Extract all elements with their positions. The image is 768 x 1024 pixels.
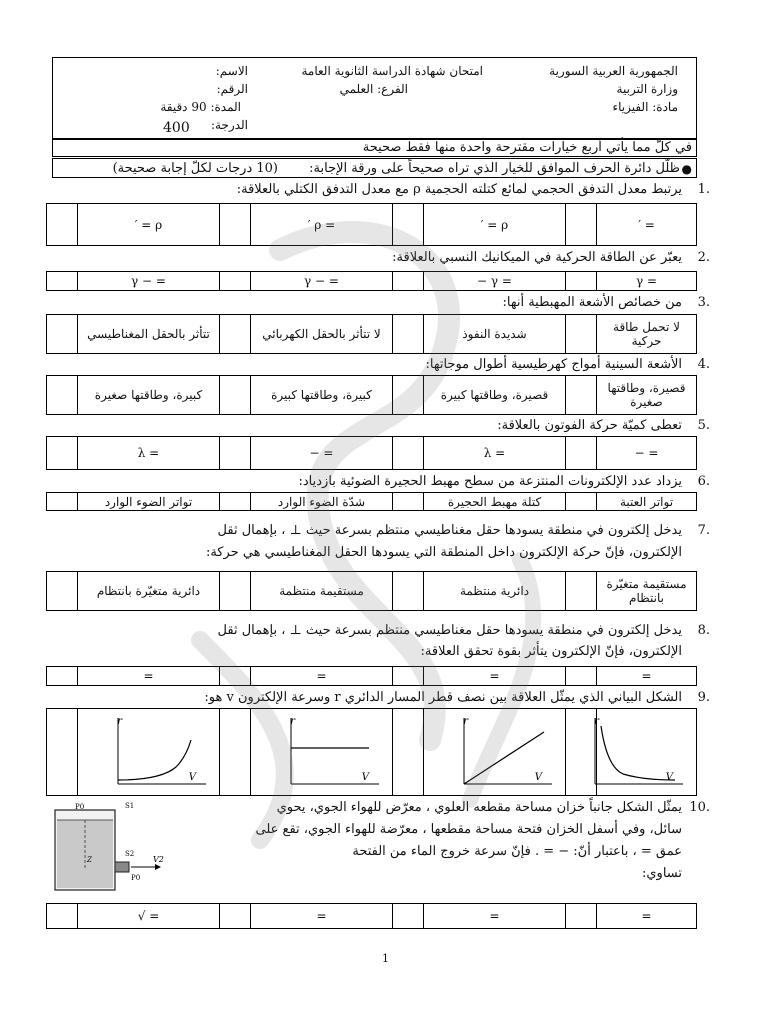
q7-number: .7 [697, 523, 710, 538]
q8-option-a-check[interactable] [47, 667, 78, 686]
q10-option-d-check[interactable] [566, 904, 597, 929]
q10-options [46, 903, 697, 929]
q10-text-3: عمق = ، باعتبار أنّ: − = . فإنّ سرعة خروج الماء من الفتحة [352, 844, 682, 859]
q10-option-d[interactable]: = [597, 904, 697, 929]
q5-option-d-check[interactable] [566, 437, 597, 470]
label-z: Z [87, 856, 92, 864]
q8-option-b-check[interactable] [220, 667, 251, 686]
q7-option-b[interactable]: مستقيمة منتظمة [251, 572, 393, 611]
q3-option-d[interactable]: لا تحمل طاقة حركية [597, 315, 697, 354]
q6-text: يزداد عدد الإلكترونات المنتزعة من سطح مهبط الحجيرة الضوئية بازدياد: [298, 474, 682, 489]
instructions-line1: في كلّ مما يأتي أربع خيارات مقترحة واحدة منها فقط صحيحة [362, 140, 692, 155]
q5-option-a-check[interactable] [47, 437, 78, 470]
graph-exponential-icon [106, 712, 216, 792]
q7-option-d[interactable]: مستقيمة متغيّرة بانتظام [597, 572, 697, 611]
q7-option-d-check[interactable] [566, 572, 597, 611]
q4-option-c-check[interactable] [393, 376, 424, 415]
q8-options [46, 666, 697, 686]
q1-option-d[interactable]: = ′ [597, 204, 697, 246]
q3-option-b-check[interactable] [220, 315, 251, 354]
header-name: الاسم: [215, 64, 248, 78]
q8-option-c-check[interactable] [393, 667, 424, 686]
q8-option-b[interactable]: = [251, 667, 393, 686]
q8-option-d[interactable]: = [597, 667, 697, 686]
q10-text-2: سائل، وفي أسفل الخزان فتحة مساحة مقطعها ، معرّضة للهواء الجوي، تقع على [255, 822, 682, 837]
q6-option-b[interactable]: شدّة الضوء الوارد [251, 493, 393, 511]
q7-option-a[interactable]: دائرية متغيّرة بانتظام [78, 572, 220, 611]
header-grade-label: الدرجة: [211, 118, 248, 132]
q7-options [46, 571, 697, 611]
arrow-head-icon [155, 864, 161, 870]
q10-option-b[interactable]: = [251, 904, 393, 929]
header-ministry: وزارة التربية [616, 82, 678, 96]
q4-option-a-check[interactable] [47, 376, 78, 415]
q3-option-d-check[interactable] [566, 315, 597, 354]
q2-text: يعبّر عن الطاقة الحركية في الميكانيك النسبي بالعلاقة: [392, 250, 682, 265]
q1-text: يرتبط معدل التدفق الحجمي لمائع كتلته الحجمية ρ مع معدل التدفق الكتلي بالعلاقة: [236, 182, 682, 197]
q9-option-c[interactable] [424, 709, 566, 796]
label-s2: S2 [125, 850, 135, 858]
q5-options [46, 436, 697, 470]
q6-option-d-check[interactable] [566, 493, 597, 511]
axis-label-r: r [463, 716, 468, 727]
q4-text: الأشعة السينية أمواج كهرطيسية أطوال موجاتها: [425, 357, 682, 372]
q3-option-c[interactable]: شديدة النفوذ [424, 315, 566, 354]
q1-option-b-check[interactable] [220, 204, 251, 246]
axis-label-v: V [534, 772, 542, 783]
q2-options [46, 271, 697, 291]
q9-option-b[interactable] [251, 709, 393, 796]
q9-option-a[interactable] [78, 709, 220, 796]
page-number: 1 [382, 952, 389, 965]
axis-label-r: r [290, 716, 295, 727]
q5-option-b[interactable]: = − [251, 437, 393, 470]
q2-option-a[interactable]: = − γ [78, 272, 220, 291]
header-number: الرقم: [216, 82, 248, 96]
q3-options [46, 314, 697, 354]
q10-option-c[interactable]: = [424, 904, 566, 929]
q2-option-d-check[interactable] [566, 272, 597, 291]
q9-number: .9 [697, 690, 710, 705]
q4-option-c[interactable]: قصيرة، وطاقتها كبيرة [424, 376, 566, 415]
q1-number: .1 [697, 182, 710, 197]
q7-option-a-check[interactable] [47, 572, 78, 611]
outlet-pipe [115, 862, 129, 872]
q3-option-c-check[interactable] [393, 315, 424, 354]
q2-option-d[interactable]: = γ [597, 272, 697, 291]
q4-option-b-check[interactable] [220, 376, 251, 415]
q7-option-b-check[interactable] [220, 572, 251, 611]
header-subject: مادة: الفيزياء [612, 100, 678, 114]
q4-option-d[interactable]: قصيرة، وطاقتها صغيرة [597, 376, 697, 415]
q8-option-c[interactable]: = [424, 667, 566, 686]
q7-text: يدخل إلكترون في منطقة يسودها حقل مغناطيسي منتظم بسرعة حيث ⊥ ، بإهمال ثقل [217, 523, 682, 538]
q4-option-d-check[interactable] [566, 376, 597, 415]
instructions-line2: ظلّل دائرة الحرف الموافق للخيار الذي تراه صحيحاً على ورقة الإجابة: [309, 161, 680, 176]
q8-option-d-check[interactable] [566, 667, 597, 686]
q5-option-d[interactable]: = − [597, 437, 697, 470]
q5-option-c[interactable]: = λ [424, 437, 566, 470]
header-branch: الفرع: العلمي [339, 82, 408, 96]
q8-text-2: الإلكترون، فإنّ الإلكترون يتأثر بقوة تحقق العلاقة: [420, 644, 682, 659]
label-p0-top: P0 [75, 803, 85, 811]
header-duration: المدة: 90 دقيقة [160, 100, 241, 114]
header-exam: امتحان شهادة الدراسة الثانوية العامة [301, 64, 483, 78]
q1-options [46, 203, 697, 246]
q1-option-c[interactable]: ρ = ′ [424, 204, 566, 246]
q10-option-a-check[interactable] [47, 904, 78, 929]
q5-option-b-check[interactable] [220, 437, 251, 470]
q3-option-a[interactable]: تتأثر بالحقل المغناطيسي [78, 315, 220, 354]
q2-option-b-check[interactable] [220, 272, 251, 291]
q3-text: من خصائص الأشعة المهبطية أنها: [502, 295, 682, 310]
q5-text: تعطى كميّة حركة الفوتون بالعلاقة: [497, 418, 682, 433]
q3-option-b[interactable]: لا تتأثر بالحقل الكهربائي [251, 315, 393, 354]
axis-label-v: V [665, 772, 673, 783]
q6-option-a[interactable]: تواتر الضوء الوارد [78, 493, 220, 511]
q2-number: .2 [697, 250, 710, 265]
q9-option-b-check[interactable] [220, 709, 251, 796]
q1-option-c-check[interactable] [393, 204, 424, 246]
q6-number: .6 [697, 474, 710, 489]
q3-number: .3 [697, 295, 710, 310]
q10-option-a[interactable]: = √ [78, 904, 220, 929]
q4-option-a[interactable]: كبيرة، وطاقتها صغيرة [78, 376, 220, 415]
q5-number: .5 [697, 418, 710, 433]
q8-number: .8 [697, 623, 710, 638]
q10-option-c-check[interactable] [393, 904, 424, 929]
header-republic: الجمهورية العربية السورية [549, 64, 678, 78]
q7-option-c[interactable]: دائرية منتظمة [424, 572, 566, 611]
q9-option-a-check[interactable] [47, 709, 78, 796]
q9-option-d[interactable] [594, 709, 697, 796]
q10-text: يمثّل الشكل جانباً خزان مساحة مقطعه العلوي ، معرّض للهواء الجوي، يحوي [276, 800, 682, 815]
q10-number: .10 [689, 800, 710, 815]
q6-option-b-check[interactable] [220, 493, 251, 511]
q5-option-c-check[interactable] [393, 437, 424, 470]
curve [601, 726, 675, 780]
q4-options [46, 375, 697, 415]
q3-option-a-check[interactable] [47, 315, 78, 354]
q2-option-a-check[interactable] [47, 272, 78, 291]
header-grade-value: 400 [163, 120, 190, 136]
q5-option-a[interactable]: = λ [78, 437, 220, 470]
q9-options [46, 708, 697, 796]
q6-option-d[interactable]: تواتر العتبة [597, 493, 697, 511]
q1-option-b[interactable]: = ρ ′ [251, 204, 393, 246]
q7-option-c-check[interactable] [393, 572, 424, 611]
graph-linear-icon [452, 712, 562, 792]
label-v2: V2 [153, 855, 164, 864]
label-s1: S1 [125, 802, 135, 810]
q4-number: .4 [697, 357, 710, 372]
graph-constant-icon [279, 712, 389, 792]
q1-option-a-check[interactable] [47, 204, 78, 246]
graph-inverse-icon [583, 712, 693, 792]
q10-text-4: تساوي: [641, 866, 682, 881]
label-p0-out: P0 [131, 874, 141, 882]
curve [118, 740, 191, 780]
q10-option-b-check[interactable] [220, 904, 251, 929]
bullet-icon: ● [681, 162, 692, 176]
q6-option-a-check[interactable] [47, 493, 78, 511]
q6-option-c-check[interactable] [393, 493, 424, 511]
q8-text: يدخل إلكترون في منطقة يسودها حقل مغناطيسي منتظم بسرعة حيث ⊥ ، بإهمال ثقل [217, 623, 682, 638]
q1-option-d-check[interactable] [566, 204, 597, 246]
q2-option-b[interactable]: = − γ [251, 272, 393, 291]
curve [464, 732, 544, 784]
q4-option-b[interactable]: كبيرة، وطاقتها كبيرة [251, 376, 393, 415]
q7-text-2: الإلكترون، فإنّ حركة الإلكترون داخل المنطقة التي يسودها الحقل المغناطيسي هي حركة: [205, 545, 682, 560]
axis-label-r: r [594, 716, 599, 727]
q1-option-a[interactable]: ρ = ′ [78, 204, 220, 246]
q9-option-c-check[interactable] [393, 709, 424, 796]
axis-label-r: r [117, 716, 122, 727]
q9-text: الشكل البياني الذي يمثّل العلاقة بين نصف قطر المسار الدائري r وسرعة الإلكترون v هو: [204, 690, 682, 705]
tank-figure [45, 800, 165, 892]
q8-option-a[interactable]: = [78, 667, 220, 686]
q6-options [46, 492, 697, 511]
q2-option-c-check[interactable] [393, 272, 424, 291]
axis-label-v: V [188, 772, 196, 783]
instructions-marks: (10 درجات لكلّ إجابة صحيحة) [112, 161, 278, 176]
q2-option-c[interactable]: = γ − [424, 272, 566, 291]
axis-label-v: V [361, 772, 369, 783]
q6-option-c[interactable]: كتلة مهبط الحجيرة [424, 493, 566, 511]
